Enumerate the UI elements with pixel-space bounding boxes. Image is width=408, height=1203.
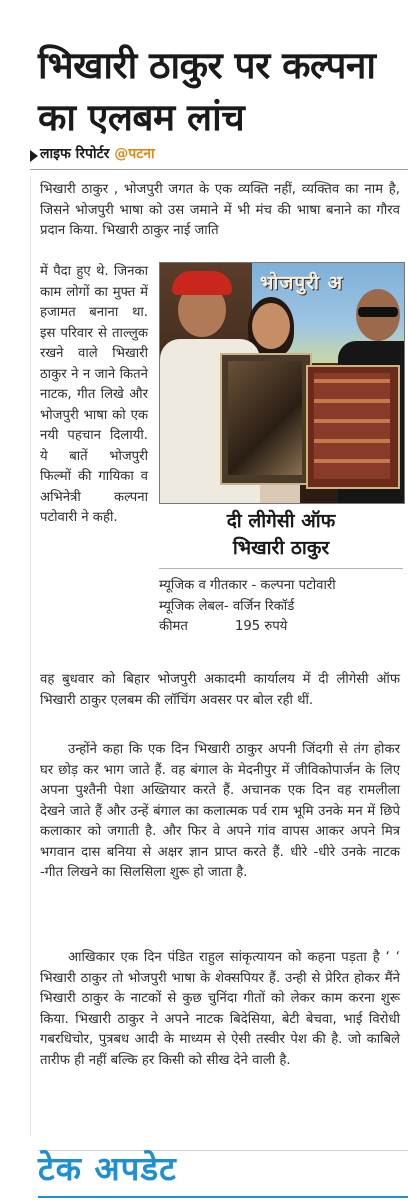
byline (40, 144, 155, 163)
section-heading: टेक अपडेट (38, 1149, 177, 1188)
article-intro: भिखारी ठाकुर , भोजपुरी जगत के एक व्यक्ति नहीं, व्यक्तिव का नाम है, जिसने भोजपुरी भाषा को उस जमाने में भी मंच की भाषा बनाने का गौरव प्रदान किया. भिखारी ठाकुर नाई जाति (40, 182, 400, 238)
woman-face (252, 303, 290, 349)
column-rule (30, 176, 31, 1136)
article-side-text: में पैदा हुए थे. जिनका काम लोगों का मुफ्त में हजामत बनाना था. इस परिवार से ताल्लुक रखने वाले भिखारी ठाकुर ने न जाने कितने नाटक, गीत लिखे और भोजपुरी भाषा को एक नयी पहचान दिलायी. ये बातें भोजपुरी फिल्मों की गायिका व अभिनेत्री कल्पना पटोवारी ने कही. (40, 264, 148, 525)
album-price (159, 617, 403, 638)
album-launch-photo (159, 262, 405, 504)
album-label: म्यूजिक लेबल- वर्जिन रिकॉर्ड (159, 598, 295, 614)
album-details (159, 576, 403, 638)
album-title-line2: भिखारी ठाकुर (232, 537, 330, 559)
article-paragraph-3: आखिकार एक दिन पंडित राहुल सांकृत्यायन को कहना पड़ता है ‘ ‘ भिखारी ठाकुर तो भोजपुरी भाषा के शेक्सपियर हैं. उन्ही से प्रेरित होकर मैंने भिखारी ठाकुर के नाटकों से कुछ चुनिंदा गीतों को लेकर काम करना शुरू किया. भिखारी ठाकुर ने अपने नाटक बिदेसिया, बेटी बेचवा, भाई विरोधी गबरधिचोर, पुत्रबध आदी के माध्यम से ऐसी तस्वीर पेश की है. जो काबिले तारीफ ही नहीं बल्कि हर किसी को सीख देने वाली है. (40, 950, 400, 1068)
album-music-credit: म्यूजिक व गीतकार - कल्पना पटोवारी (159, 578, 336, 593)
album-box-divider (159, 568, 403, 569)
article-after-text: वह बुधवार को बिहार भोजपुरी अकादमी कार्यालय में दी लीगेसी ऑफ भिखारी ठाकुर एलबम की लॉचिंग अवसर पर बोल रही थीं. (40, 672, 400, 708)
byline-arrow-icon (30, 150, 38, 162)
section-underline (38, 1196, 408, 1198)
sunglasses (358, 307, 398, 317)
price-value: 195 रुपये (235, 619, 288, 634)
article-headline: भिखारी ठाकुर पर कल्पना का एलबम लांच (38, 44, 376, 139)
red-turban (172, 271, 232, 295)
album-cover-left (220, 353, 312, 485)
album-title-line1: दी लीगेसी ऑफ (226, 510, 336, 532)
album-box-title (159, 508, 403, 562)
photo-banner-text: भोजपुरी अ (260, 272, 343, 294)
byline-reporter: लाइफ रिपोर्टर (40, 146, 110, 162)
article-paragraph-2: उन्होंने कहा कि एक दिन भिखारी ठाकुर अपनी जिंदगी से तंग होकर घर छोड़ कर भाग जाते हैं. वह बंगाल के मेदनीपुर में जीविकोपार्जन के लिए अपना पुश्तैनी पेशा अख्तियार करते हैं. अचानक एक दिन वह रामलीला देखने जाते हैं और उन्हें बंगाल का कलात्मक पर्व राम भूमि उनके मन में छिपे कलाकार को जगाती है. और फिर वे अपने गांव वापस आकर अपने मित्र भगवान दास बनिया से अक्षर ज्ञान प्राप्त करते हैं. धीरे -धीरे उनके नाटक -गीत लिखने का सिलसिला शुरू हो जाता है. (40, 742, 400, 880)
byline-city: @पटना (114, 146, 155, 162)
album-cover-right (306, 365, 400, 489)
price-label: कीमत (159, 619, 188, 634)
